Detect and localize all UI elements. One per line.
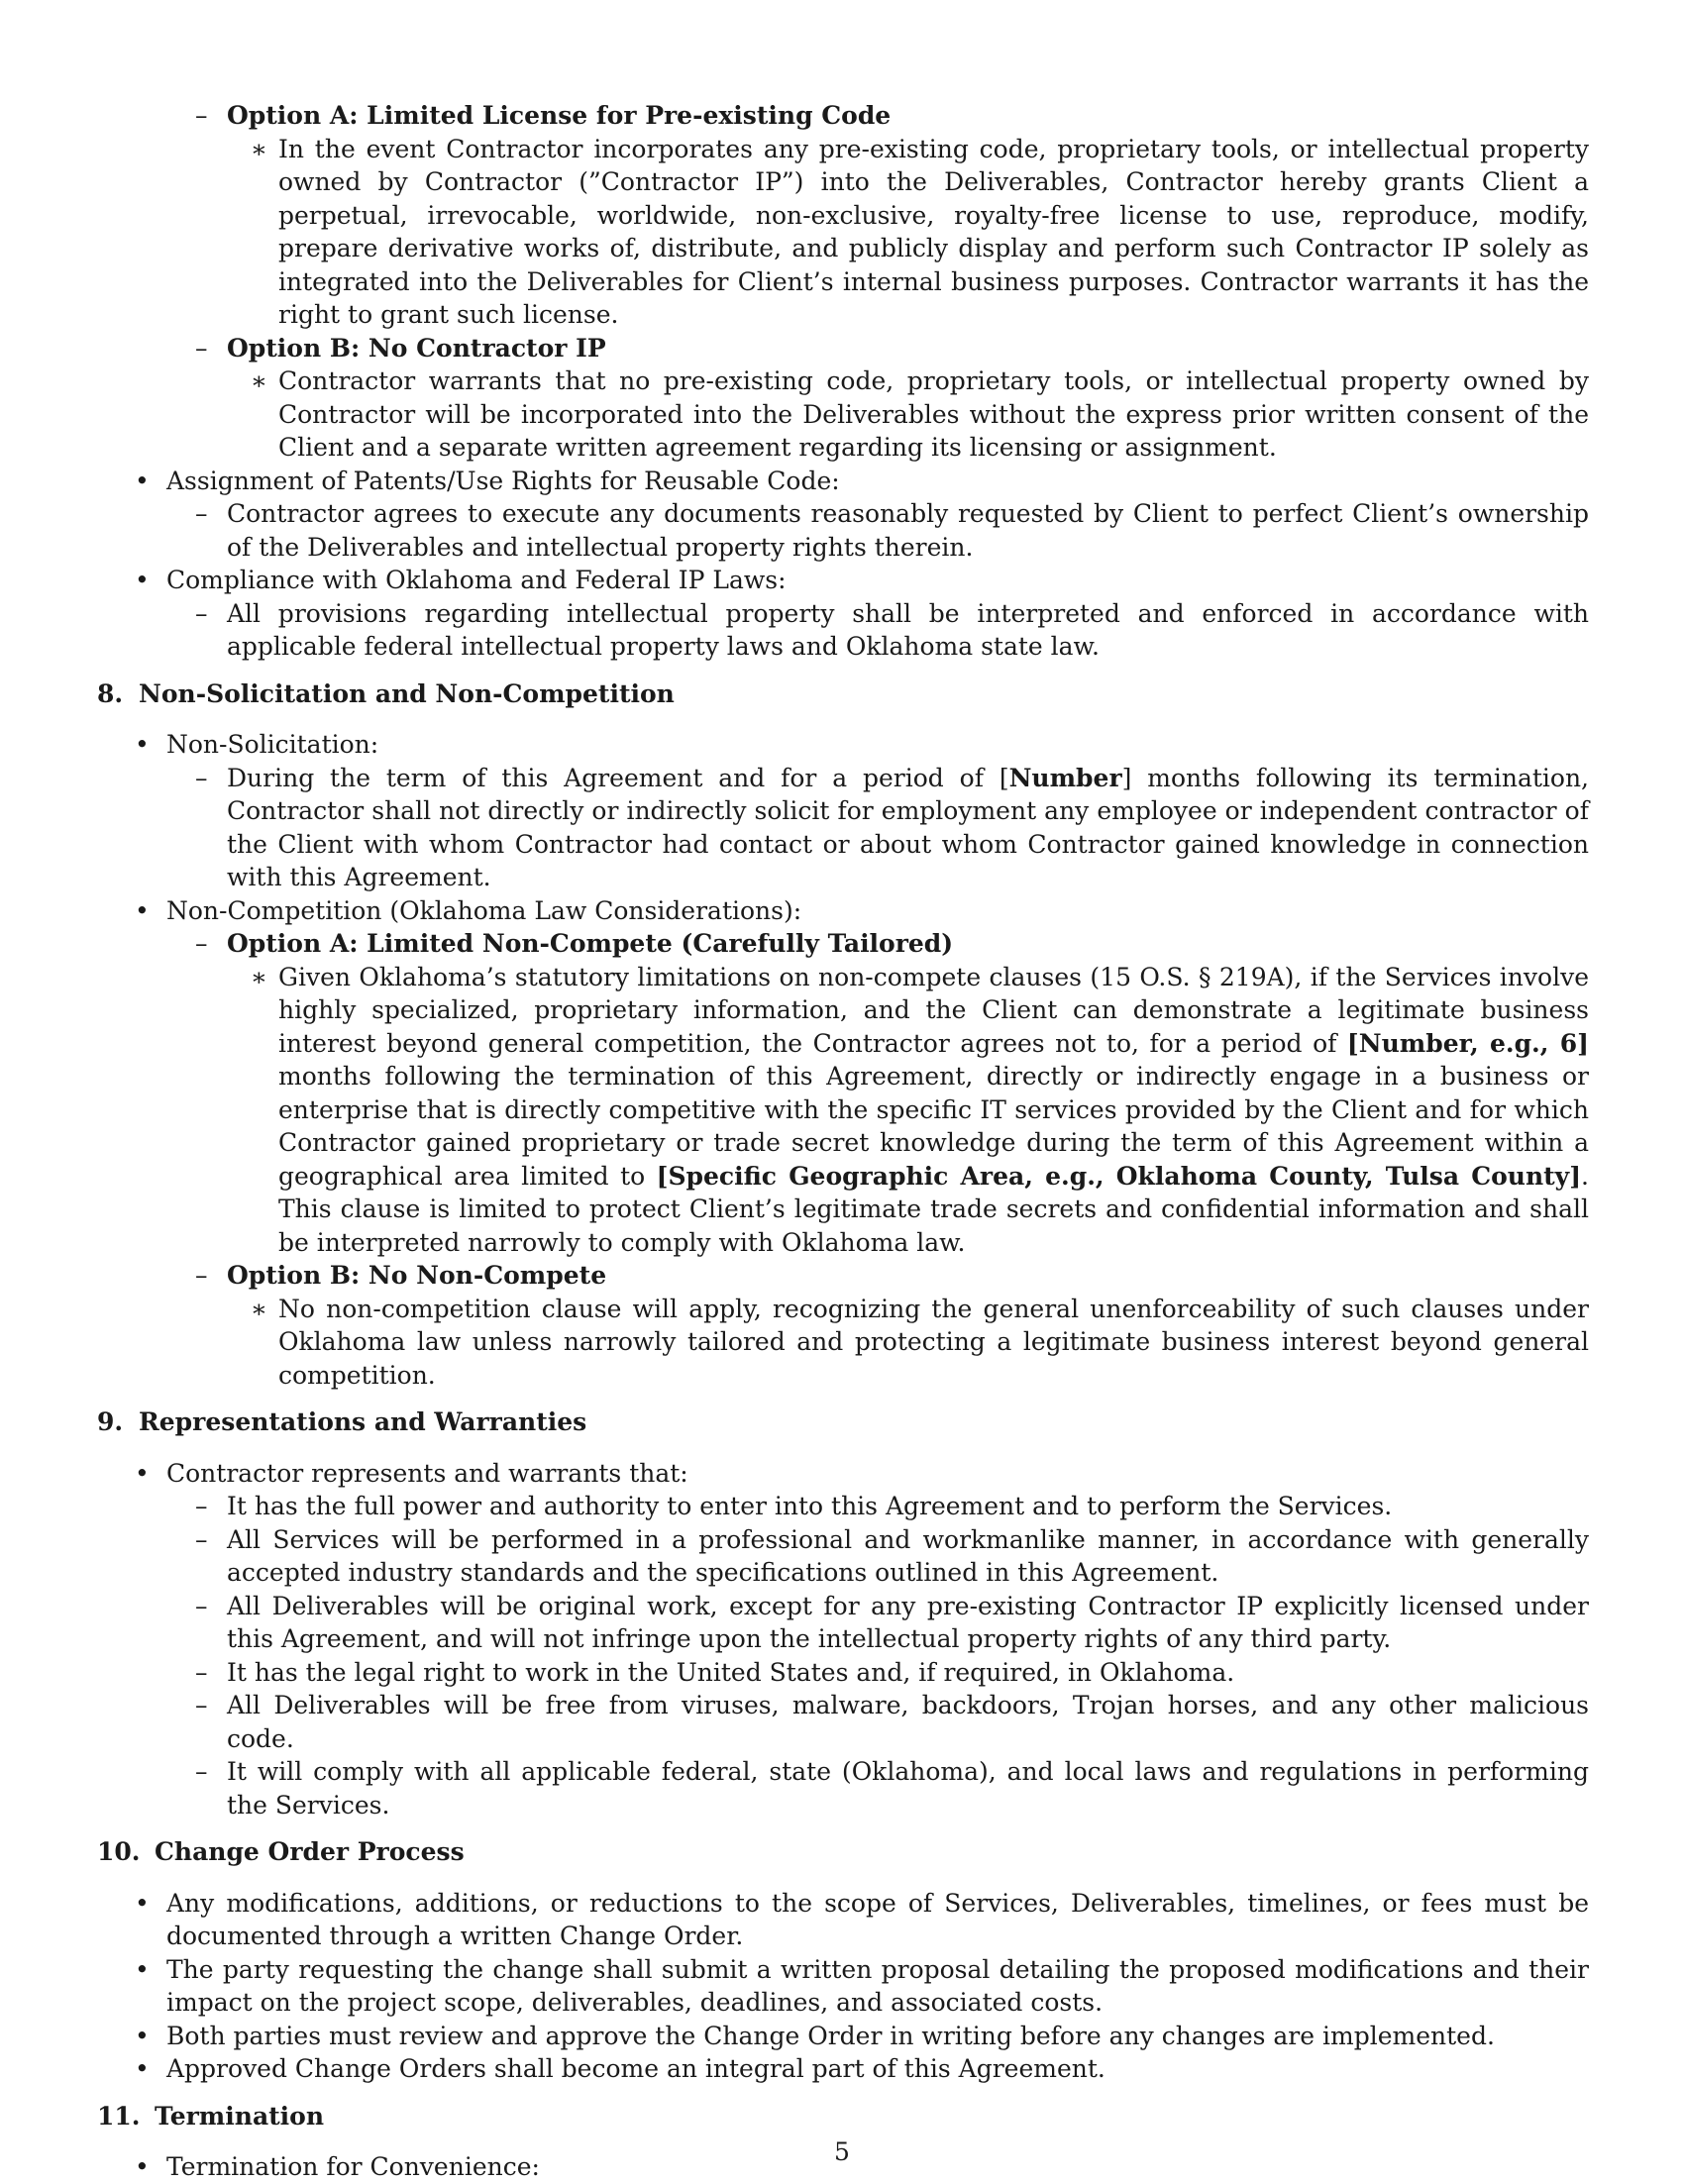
dash-marker: – [195, 1691, 208, 1719]
option-b-noncompete-text: ∗ No non-competition clause will apply, recognizing the general unenforceability of such clauses under Oklahoma law unless narrowly tailored and protecting a legitimate business interest beyond general competition. [251, 1294, 1589, 1390]
section-11-heading: 11. Termination [97, 2101, 325, 2131]
bullet-marker: • [135, 1954, 150, 1984]
bullet-marker: • [135, 730, 150, 759]
warranty-item: – All Services will be performed in a professional and workmanlike manner, in accordance with generally accepted industry standards and the specifications outlined in this Agreement. [195, 1524, 1589, 1587]
option-a-noncompete-heading: – Option A: Limited Non-Compete (Carefully Tailored) [227, 927, 1589, 961]
page-number: 5 [834, 2137, 850, 2166]
assignment-bullet: • Assignment of Patents/Use Rights for Reusable Code: [166, 465, 1589, 498]
dash-marker: – [195, 1657, 208, 1687]
option-b-contractor-ip-heading: – Option B: No Contractor IP [227, 332, 1589, 365]
section-8-heading: 8. Non-Solicitation and Non-Competition [97, 678, 675, 708]
dash-marker: – [195, 929, 208, 958]
assignment-text: – Contractor agrees to execute any documents reasonably requested by Client to perfect Client’s ownership of the Deliverables and intellectual property rights therein. [195, 499, 1589, 562]
non-competition-bullet: • Non-Competition (Oklahoma Law Considerations): [166, 894, 1589, 928]
change-order-item: • Approved Change Orders shall become an integral part of this Agreement. [166, 2052, 1589, 2086]
option-b-contractor-ip-text: ∗ Contractor warrants that no pre-existing code, proprietary tools, or intellectual property owned by Contractor will be incorporated into the Deliverables without the express prior written consent of the Client and a separate written agreement regarding its licensing or assignment. [251, 366, 1589, 462]
warranty-item: – It has the full power and authority to enter into this Agreement and to perform the Services. [227, 1490, 1589, 1523]
section-10-heading: 10. Change Order Process [97, 1837, 465, 1866]
bullet-marker: • [135, 2021, 150, 2050]
dash-marker: – [195, 1591, 208, 1620]
option-a-license-text: ∗ In the event Contractor incorporates any pre-existing code, proprietary tools, or intellectual property owned by Contractor (”Contractor IP”) into the Deliverables, Contractor hereby grants Client a perpetual, irrevocable, worldwide, non-exclusive, royalty-free license to use, reproduce, modify, prepare derivative works of, distribute, and publicly display and perform such Contractor IP solely as integrated into the Deliverables for Client’s internal business purposes. Contractor warrants it has the right to grant such license. [251, 134, 1589, 329]
star-marker: ∗ [251, 1294, 267, 1323]
dash-marker: – [195, 1524, 208, 1554]
change-order-item: • Any modifications, additions, or reductions to the scope of Services, Deliverables, timelines, or fees must be documented through a written Change Order. [135, 1888, 1589, 1950]
star-marker: ∗ [251, 134, 267, 163]
option-b-noncompete-heading: – Option B: No Non-Compete [227, 1259, 1589, 1293]
dash-marker: – [195, 1492, 208, 1520]
dash-marker: – [195, 101, 208, 130]
compliance-text: – All provisions regarding intellectual property shall be interpreted and enforced in accordance with applicable federal intellectual property laws and Oklahoma state law. [195, 598, 1589, 661]
dash-marker: – [195, 763, 208, 792]
warranty-item: – It has the legal right to work in the United States and, if required, in Oklahoma. [227, 1656, 1589, 1690]
warranty-item: – All Deliverables will be free from viruses, malware, backdoors, Trojan horses, and any other malicious code. [195, 1691, 1589, 1753]
section-9-heading: 9. Representations and Warranties [97, 1407, 587, 1436]
bullet-marker: • [135, 895, 150, 925]
representations-bullet: • Contractor represents and warrants that: [166, 1457, 1589, 1491]
bullet-marker: • [135, 566, 150, 594]
dash-marker: – [195, 499, 208, 528]
compliance-bullet: • Compliance with Oklahoma and Federal IP Laws: [166, 564, 1589, 597]
change-order-item: • Both parties must review and approve the Change Order in writing before any changes are implemented. [166, 2020, 1589, 2053]
bullet-marker: • [135, 1888, 150, 1918]
dash-marker: – [195, 1261, 208, 1290]
dash-marker: – [195, 598, 208, 628]
non-solicitation-bullet: • Non-Solicitation: [166, 728, 1589, 762]
star-marker: ∗ [251, 366, 267, 395]
bullet-marker: • [135, 466, 150, 495]
bullet-marker: • [135, 2152, 150, 2181]
warranty-item: – All Deliverables will be original work, except for any pre-existing Contractor IP explicitly licensed under this Agreement, and will not infringe upon the intellectual property rights of any third party. [195, 1591, 1589, 1653]
non-solicitation-text: – During the term of this Agreement and for a period of [Number] months following its termination, Contractor shall not directly or indirectly solicit for employment any employee or independent contractor of the Client with whom Contractor had contact or about whom Contractor gained knowledge in connection with this Agreement. [195, 763, 1589, 891]
bullet-marker: • [135, 2054, 150, 2083]
dash-marker: – [195, 333, 208, 363]
option-a-noncompete-text: ∗ Given Oklahoma’s statutory limitations on non-compete clauses (15 O.S. § 219A), if the Services involve highly specialized, proprietary information, and the Client can demonstrate a legitimate business interest beyond general competition, the Contractor agrees not to, for a period of [Number, e.g., 6] months following the termination of this Agreement, directly or indirectly engage in a business or enterprise that is directly competitive with the specific IT services provided by the Client and for which Contractor gained proprietary or trade secret knowledge during the term of this Agreement within a geographical area limited to [Specific Geographic Area, e.g., Oklahoma County, Tulsa County]. This clause is limited to protect Client’s legitimate trade secrets and confidential information and shall be interpreted narrowly to comply with Oklahoma law. [251, 962, 1589, 1257]
bullet-marker: • [135, 1458, 150, 1488]
warranty-item: – It will comply with all applicable federal, state (Oklahoma), and local laws and regulations in performing the Services. [195, 1757, 1589, 1820]
change-order-item: • The party requesting the change shall submit a written proposal detailing the proposed modifications and their impact on the project scope, deliverables, deadlines, and associated costs. [135, 1954, 1589, 2017]
dash-marker: – [195, 1757, 208, 1786]
option-a-license-heading: – Option A: Limited License for Pre-existing Code [227, 99, 1589, 133]
star-marker: ∗ [251, 962, 267, 991]
termination-convenience-bullet: • Termination for Convenience: [166, 2150, 1589, 2184]
